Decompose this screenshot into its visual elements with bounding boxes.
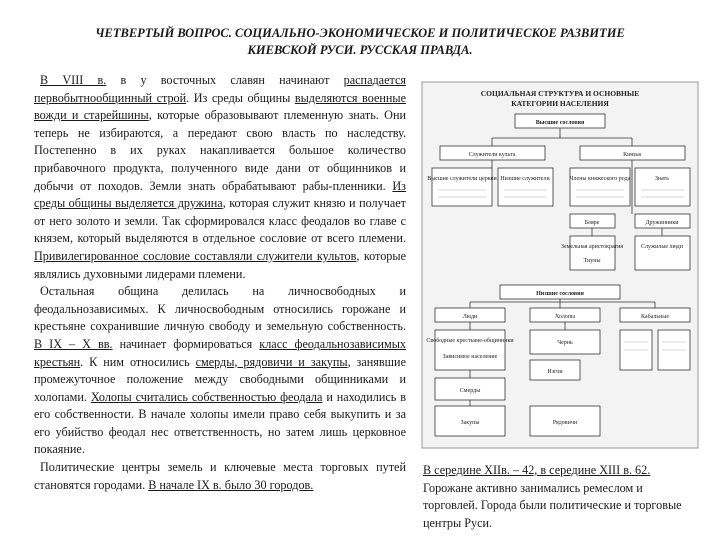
text-span: Привилегированное сословие составляли служители культов <box>34 248 357 263</box>
nobility-label: Знать <box>654 176 670 182</box>
tiuny-label: Тиуны <box>583 258 601 264</box>
side-text-span: В середине XIIв. – 42, в середине XIII в. 62. <box>423 463 651 477</box>
diagram-title-1: СОЦИАЛЬНАЯ СТРУКТУРА И ОСНОВНЫЕ <box>480 89 640 98</box>
text-span: смерды, рядовичи и закупы <box>195 354 348 369</box>
text-span: класс феодальнозависимых крестьян <box>34 336 407 369</box>
ryadovichi-label: Рядовичи <box>552 420 578 426</box>
smerdy-label: Смерды <box>459 388 481 394</box>
upper-classes-label: Высшие сословия <box>535 120 585 126</box>
text-span: распадается первобытнообщинный строй <box>34 73 406 105</box>
side-text-span: Горожане активно занимались ремеслом и торговлей. Города были политические и торговые центры Руси. <box>423 480 682 530</box>
text-span: и находились в его собственности. В начале холопы имели право себя выкупить и за его убийство феодал нес ответственность, но затем лишь церковное покаяние. <box>34 389 406 457</box>
princely-family-label: Члены княжеского рода <box>569 176 631 182</box>
text-span: Остальная община делилась на личносвободных и феодальнозависимых. К личносвободным относились горожане и крестьяне сохранившие личную свободу и земельную собственность. <box>34 284 406 334</box>
text-span: . К ним относились <box>80 354 196 369</box>
title-line-1: ЧЕТВЕРТЫЙ ВОПРОС. СОЦИАЛЬНО-ЭКОНОМИЧЕСКОЕ И ПОЛИТИЧЕСКОЕ РАЗВИТИЕ <box>95 26 625 40</box>
lower-classes-label: Низшие сословия <box>536 291 584 297</box>
cherny-label: Чернь <box>557 340 573 346</box>
diagram-title-2: КАТЕГОРИИ НАСЕЛЕНИЯ <box>511 99 609 108</box>
text-span: . Из среды общины <box>186 90 295 105</box>
text-span: , которые являлись духовными лидерами племени. <box>34 248 407 281</box>
serfs-label: Холопы <box>554 314 576 320</box>
paragraph-3 <box>34 459 406 494</box>
zakupy-label: Закупы <box>460 420 480 426</box>
text-span: , которые образовывают племенную знать. Они теперь не избираются, а передают свою власть по наследству. Постепенно в их руках накапливается большое количество прибавочного продукта, полученного виде дани от общинников и добычи от походов. Земли знать обрабатывают рабы-пленники. <box>34 108 406 193</box>
boyars-label: Бояре <box>584 220 600 226</box>
service-people-label: Служилые люди <box>641 244 683 250</box>
paragraph-1 <box>34 72 406 283</box>
clergy-high-label: Высшие служители церкви <box>427 176 497 182</box>
people-label: Люди <box>462 314 478 320</box>
text-span: Холопы считались собственностью феодала <box>90 389 323 404</box>
druzhina-label: Дружинники <box>645 220 679 226</box>
side-text <box>423 462 698 532</box>
clergy-label: Служители культа <box>468 152 516 158</box>
text-span: В IX – X вв. <box>34 336 113 351</box>
page-title <box>30 25 690 59</box>
text-span: в у восточных славян начинают <box>106 73 344 87</box>
princes-label: Князья <box>623 152 641 158</box>
bonded-label: Кабальные <box>641 314 669 320</box>
text-span: начинает формироваться <box>112 336 260 351</box>
free-peasants-label: Свободные крестьяне-общинники <box>426 338 514 344</box>
main-text <box>34 72 406 494</box>
social-structure-diagram <box>420 80 700 450</box>
text-span: , которая служит князю и получает от него золото и земли. Так сформировался класс феодалов во главе с князем, который выделяются в отдельное сословие от всего племени. <box>34 196 406 246</box>
text-span: выделяются военные вожди и старейшины <box>34 90 406 123</box>
izgoi-label: Изгои <box>547 369 563 375</box>
title-line-2: КИЕВСКОЙ РУСИ. РУССКАЯ ПРАВДА. <box>247 43 473 57</box>
text-span: Из среды общины выделяется дружина <box>34 178 406 211</box>
text-span: В VIII в. <box>40 73 107 87</box>
dependent-label: Зависимое население <box>442 354 498 360</box>
text-span: , занявшие промежуточное положение между свободными общинниками и холопами. <box>34 354 406 404</box>
clergy-low-label: Низшие служители <box>500 176 550 182</box>
text-span: Политические центры земель и ключевые места торговых путей становятся городами. <box>34 460 406 492</box>
text-span: В начале IX в. было 30 городов. <box>148 477 314 492</box>
land-aristocracy-label: Земельная аристократия <box>560 244 624 250</box>
paragraph-2 <box>34 283 406 459</box>
